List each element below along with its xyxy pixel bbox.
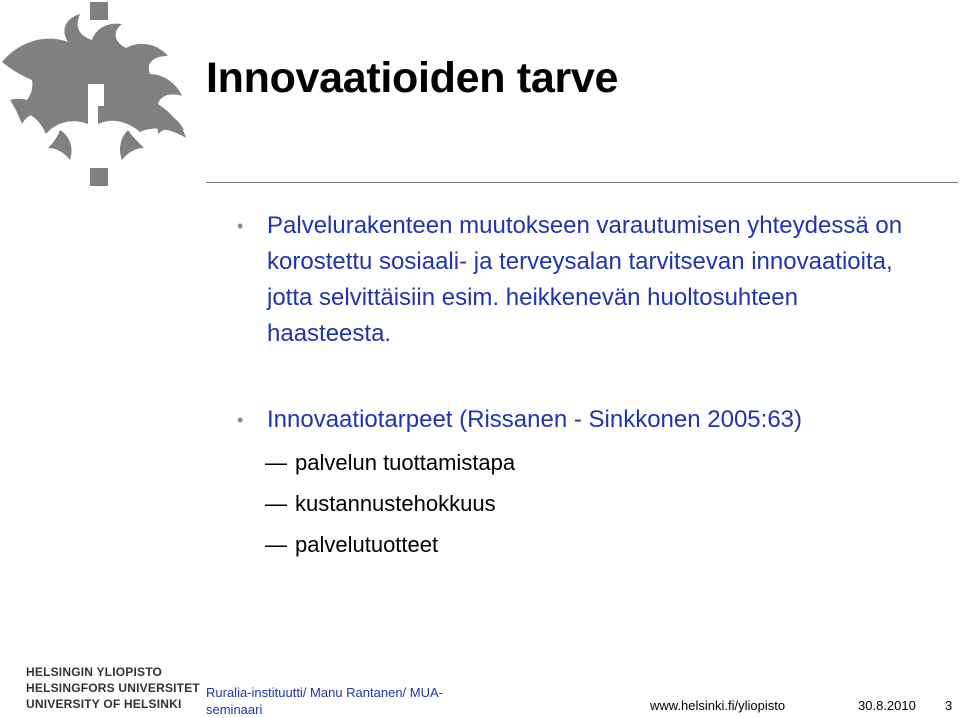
bullet-item <box>237 208 907 352</box>
page-number: 3 <box>945 698 953 713</box>
university-flame-logo-icon <box>0 0 200 190</box>
sub-item <box>237 524 937 565</box>
dash-icon: — <box>265 532 287 557</box>
bullet-text: Innovaatiotarpeet (Rissanen - Sinkkonen 2005:63) <box>267 406 803 433</box>
footer-date: 30.8.2010 <box>858 698 916 713</box>
wordmark-line: UNIVERSITY OF HELSINKI <box>26 697 182 711</box>
footer-url: www.helsinki.fi/yliopisto <box>650 698 786 713</box>
footer-credit: Ruralia-instituutti/ Manu Rantanen/ MUA-seminaari <box>206 685 443 717</box>
sub-item-text: palvelutuotteet <box>295 532 439 557</box>
sub-list <box>237 442 937 565</box>
sub-item-text: kustannustehokkuus <box>295 491 496 516</box>
wordmark-line: HELSINGFORS UNIVERSITET <box>26 681 200 695</box>
sub-item <box>237 442 937 483</box>
bullet-item <box>237 402 937 438</box>
dash-icon: — <box>265 450 287 475</box>
sub-item <box>237 483 937 524</box>
title-divider <box>206 182 958 183</box>
wordmark-line: HELSINGIN YLIOPISTO <box>26 665 163 679</box>
slide-title: Innovaatioiden tarve <box>206 54 619 102</box>
slide-content <box>237 208 937 565</box>
bullet-dot-icon: • <box>237 410 244 430</box>
bullet-dot-icon: • <box>237 216 244 236</box>
sub-item-text: palvelun tuottamistapa <box>295 450 516 475</box>
dash-icon: — <box>265 491 287 516</box>
bullet-text: Palvelurakenteen muutokseen varautumisen yhteydessä on korostettu sosiaali- ja terveysalan tarvitsevan innovaatioita, jotta selvittäisiin esim. heikkenevän huoltosuhteen haasteesta. <box>267 212 903 347</box>
university-wordmark <box>26 664 200 712</box>
